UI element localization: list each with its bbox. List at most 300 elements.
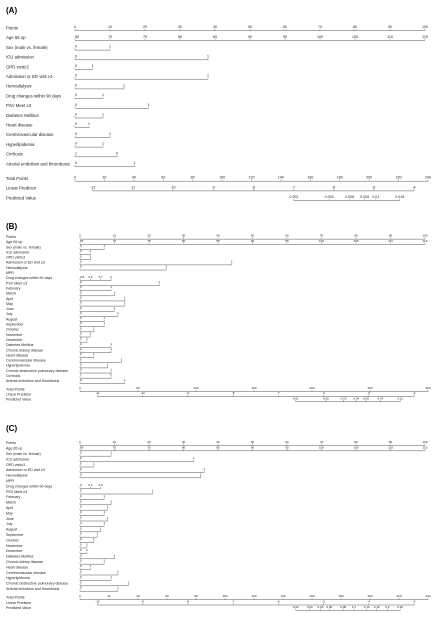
predictor-hyperlipidemia-tick-label: 0 (80, 574, 82, 579)
predictor-hyperlipidemia-tick-label: 0 (75, 141, 77, 146)
points-scale-tick-label: 50 (248, 25, 252, 30)
linear-predictor-scale-tick-label: -10 (95, 599, 100, 604)
predictor-july-label: July (6, 312, 13, 317)
predictor-age-65-up-tick-label: 85 (216, 238, 220, 243)
predictor-icu-admission-tick-label: 0 (80, 249, 82, 254)
predictor-heart-disease-tick-label: 0 (80, 564, 82, 569)
predictor-december-tick-label: 0 (80, 547, 82, 552)
predictor-hyperlipidemia-tick-label: 1 (102, 141, 104, 146)
predictor-november-tick-label: 1 (89, 331, 92, 336)
predictor-psv-meet-3-tick-label: 0 (80, 488, 82, 493)
points-scale-tick-label: 0 (79, 439, 81, 444)
predicted-value-scale-tick-label: 0.05 (362, 396, 369, 401)
total-points-scale-tick-label: 160 (309, 594, 315, 599)
points-scale-tick-label: 10 (108, 25, 112, 30)
predictor-may-tick-label: 0 (80, 300, 82, 305)
predictor-drug-changes-within-90-days-label: Drug changes within 90 days (6, 276, 53, 281)
linear-predictor-scale-tick-label: -11 (130, 185, 136, 190)
points-scale-tick-label: 90 (388, 233, 393, 238)
total-points-scale-tick-label: 120 (251, 594, 257, 599)
predictor-march-label: March (6, 291, 16, 296)
predictor-drug-changes-within-90-days-tick-label: 0.5 (88, 274, 93, 279)
predictor-age-65-up-tick-label: 70 (108, 34, 112, 39)
predictor-age-65-up-tick-label: 65 (80, 445, 84, 450)
predicted-value-scale-tick-label: 0.13 (363, 604, 370, 609)
predictor-august-tick-label: 0 (80, 316, 82, 321)
predictor-heart-disease-tick-label: 1 (89, 564, 92, 569)
predicted-value-scale-tick-label: 0.06 (326, 604, 333, 609)
total-points-scale-tick-label: 240 (425, 594, 431, 599)
predictor-arterial-embolism-and-thrombosis-tick-label: 1 (117, 585, 119, 590)
total-points-scale-tick-label: 40 (131, 175, 136, 180)
predictor-october-tick-label: 0 (80, 537, 82, 542)
predictor-september-label: September (6, 533, 24, 537)
predictor-july-tick-label: 0 (80, 310, 82, 315)
predictor-age-65-up-tick-label: 115 (422, 34, 428, 39)
predictor-drug-changes-within-90-days-tick-label: 0 (80, 483, 82, 488)
predictor-chronic-kidney-disease-tick-label: 1 (110, 346, 112, 351)
predicted-value-scale-tick-label: 0.008 (359, 195, 369, 200)
predictor-march-tick-label: 0 (80, 499, 82, 504)
total-points-scale-tick-label: 50 (136, 386, 140, 390)
predicted-value-scale-label: Predicted Value (6, 606, 32, 611)
predicted-value-scale-tick-label: 0.07 (377, 396, 384, 401)
linear-predictor-scale-tick-label: -9 (211, 185, 215, 190)
points-scale-label: Points (6, 441, 16, 446)
predictor-november-tick-label: 0 (80, 331, 82, 336)
points-scale-label: Points (6, 25, 18, 31)
predictor-february-tick-label: 1 (110, 285, 112, 290)
predictor-age-65-up-tick-label: 75 (143, 34, 147, 39)
predictor-opd-visit-3-label: OPD visit≥3 (6, 64, 29, 70)
linear-predictor-scale-tick-label: -4 (412, 391, 416, 396)
points-scale-tick-label: 100 (422, 439, 428, 444)
points-scale-tick-label: 30 (181, 439, 186, 444)
predictor-june-tick-label: 0 (80, 515, 82, 520)
predictor-cerebrovascular-disease-tick-label: 0 (75, 131, 77, 136)
predictor-heart-disease-tick-label: 0 (80, 352, 82, 357)
total-points-scale-tick-label: 100 (193, 386, 199, 390)
predictor-hemodialysis-label: Hemodialysis (6, 83, 32, 89)
predictor-admission-or-ed-visit-3-label: Admission or ED visit ≥3 (6, 260, 45, 265)
predictor-hemodialysis-tick-label: 0 (80, 472, 82, 477)
points-scale-tick-label: 80 (354, 233, 358, 238)
predictor-admission-or-ed-visit-3-label: Admission or ED visit ≥3 (6, 74, 53, 79)
predicted-value-scale-tick-label: 0.002 (289, 195, 299, 200)
total-points-scale-tick-label: 0 (79, 386, 81, 390)
points-scale-tick-label: 90 (388, 439, 393, 444)
predictor-arterial-embolism-and-thrombosis-tick-label: 0 (75, 161, 77, 165)
predictor-chronic-kidney-disease-tick-label: 0 (80, 558, 82, 563)
predictor-psv-meet-3-tick-label: 1 (151, 488, 154, 493)
predictor-cirrhosis-label: Cirrhosis (6, 151, 23, 157)
predictor-march-tick-label: 1 (113, 290, 116, 295)
panel-label-a: (A) (6, 6, 18, 15)
total-points-scale-tick-label: 100 (222, 594, 228, 599)
predictor-age-65-up-tick-label: 65 (75, 34, 79, 39)
linear-predictor-scale-tick-label: -6 (331, 185, 336, 190)
predictor-drug-changes-within-90-days-label: Drug changes within 90 days (6, 93, 62, 99)
points-scale-tick-label: 30 (178, 25, 182, 30)
points-scale-tick-label: 40 (216, 233, 220, 238)
predictor-diabetes-mellitus-tick-label: 0 (80, 341, 82, 346)
predicted-value-scale-tick-label: 0.016 (395, 195, 405, 200)
predictor-age-65-up-tick-label: 115 (422, 238, 428, 243)
points-scale-tick-label: 100 (422, 233, 428, 238)
predictor-psv-meet-3-tick-label: 0 (80, 280, 82, 284)
predictor-october-tick-label: 1 (92, 537, 95, 542)
linear-predictor-scale-tick-label: -8 (186, 599, 190, 604)
total-points-scale-tick-label: 60 (165, 594, 169, 599)
points-scale-tick-label: 90 (388, 25, 392, 30)
predictor-september-tick-label: 0 (80, 531, 82, 536)
points-scale-label: Points (6, 234, 16, 239)
predictor-heart-disease-label: Heart disease (6, 122, 33, 128)
total-points-scale-tick-label: 180 (336, 175, 343, 180)
predictor-february-label: February (6, 286, 21, 291)
predictor-sex-male-vs-female-label: Sex (male vs. female) (6, 452, 41, 456)
points-scale-tick-label: 60 (283, 25, 287, 30)
points-scale-tick-label: 70 (318, 25, 322, 30)
linear-predictor-scale-label: Linear Predictor (6, 185, 37, 191)
predictor-february-label: February (6, 495, 21, 500)
predicted-value-scale-tick-label: 0.004 (324, 195, 334, 200)
predictor-chronic-obstructive-pulmonary-disease-tick-label: 1 (110, 367, 112, 372)
predicted-value-scale-tick-label: 0.26 (397, 604, 404, 609)
predictor-age-65-up-tick-label: 95 (285, 445, 289, 450)
linear-predictor-scale-tick-label: -9 (141, 599, 144, 604)
predictor-heart-disease-label: Heart disease (6, 565, 29, 570)
predictor-icu-admission-label: ICU admission (6, 457, 30, 462)
predictor-august-tick-label: 1 (103, 316, 105, 321)
points-scale-tick-label: 60 (285, 233, 289, 238)
predictor-hyperlipidemia-tick-label: 1 (106, 362, 109, 367)
predicted-value-scale-tick-label: 0.006 (345, 195, 355, 200)
total-points-scale-tick-label: 40 (136, 594, 140, 599)
predictor-age-65-up-tick-label: 100 (318, 238, 325, 243)
predictor-icu-admission-tick-label: 1 (89, 249, 92, 254)
linear-predictor-scale-tick-label: -8 (251, 185, 255, 190)
predictor-chronic-obstructive-pulmonary-disease-label: Chronic obstructive pulmonary disease (6, 368, 68, 373)
predictor-december-tick-label: 1 (86, 336, 88, 341)
predictor-november-tick-label: 1 (86, 542, 88, 547)
predictor-sex-male-vs-female-tick-label: 1 (103, 243, 105, 248)
total-points-scale-tick-label: 240 (425, 175, 431, 180)
predictor-september-tick-label: 1 (103, 321, 105, 326)
predicted-value-scale-tick-label: 0.08 (340, 604, 347, 609)
points-scale-tick-label: 0 (74, 25, 76, 30)
predictor-hyperlipidemia-label: Hyperlipidemia (6, 363, 30, 368)
predictor-age-65-up-label: Age 65 up (6, 446, 23, 451)
predictor-age-65-up-tick-label: 65 (80, 238, 84, 243)
linear-predictor-scale-tick-label: -4 (367, 599, 371, 604)
predictor-may-label: May (6, 301, 13, 306)
predicted-value-scale-tick-label: 0.16 (373, 604, 380, 609)
predicted-value-scale-label: Predicted Value (6, 397, 32, 402)
total-points-scale-tick-label: 20 (107, 594, 111, 599)
predictor-chronic-obstructive-pulmonary-disease-tick-label: 0 (80, 367, 82, 372)
points-scale-tick-label: 20 (147, 233, 151, 238)
predictor-opd-visit-3-label: OPD visit≥3 (6, 462, 25, 467)
predictor-october-label: October (6, 538, 19, 543)
linear-predictor-scale-tick-label: -7 (231, 599, 235, 604)
linear-predictor-scale-tick-label: -8 (231, 391, 235, 396)
predictor-march-tick-label: 1 (110, 499, 112, 504)
predictor-drug-changes-within-90-days-tick-label: 0.7 (98, 274, 103, 279)
predictor-age-65-up-label: Age 65 up (6, 240, 23, 245)
predictor-august-label: August (6, 317, 18, 322)
points-scale-tick-label: 30 (181, 233, 186, 238)
predictor-hyperlipidemia-tick-label: 1 (110, 574, 112, 579)
predictor-cerebrovascular-disease-tick-label: 1 (109, 131, 111, 136)
linear-predictor-scale-tick-label: -9 (186, 391, 190, 396)
predicted-value-scale-tick-label: 0.02 (323, 396, 329, 401)
predictor-september-tick-label: 0 (80, 321, 82, 326)
predictor-age-65-up-tick-label: 100 (318, 445, 325, 450)
predictor-cerebrovascular-disease-tick-label: 1 (117, 569, 119, 574)
predictor-hemodialysis-tick-label: 0 (80, 264, 82, 269)
predictor-cerebrovascular-disease-tick-label: 0 (80, 569, 82, 574)
predictor-diabetes-mellitus-label: Diabetes Mellitus (6, 554, 34, 559)
predictor-icu-admission-tick-label: 0 (75, 54, 77, 59)
predictor-age-65-up-tick-label: 80 (181, 445, 186, 450)
predictor-march-tick-label: 0 (80, 290, 82, 295)
predictor-age-65-up-tick-label: 75 (147, 238, 151, 243)
predictor-august-label: August (6, 527, 18, 532)
predictor-arterial-embolism-and-thrombosis-label: Arterial embolism and thrombosis (6, 161, 70, 167)
points-scale-tick-label: 10 (112, 233, 117, 238)
predictor-drug-changes-within-90-days-tick-label: 0.3 (88, 483, 93, 488)
linear-predictor-scale-tick-label: -7 (277, 391, 280, 396)
predictor-june-tick-label: 1 (106, 515, 109, 520)
total-points-scale-label: Total Points (6, 595, 25, 600)
predicted-value-scale-tick-label: 0.03 (292, 604, 299, 609)
total-points-scale-tick-label: 200 (367, 594, 373, 599)
predictor-december-tick-label: 1 (86, 547, 88, 552)
predictor-december-tick-label: 0 (80, 336, 82, 341)
points-scale-tick-label: 80 (354, 439, 358, 444)
predictor-hyperlipidemia-label: Hyperlipidemia (6, 141, 35, 147)
predictor-age-65-up-tick-label: 90 (250, 238, 255, 243)
predictor-november-tick-label: 0 (80, 542, 82, 547)
points-scale-tick-label: 40 (216, 439, 220, 444)
predictor-cerebrovascular-disease-label: Cerebrovascular disease (6, 358, 46, 363)
predictor-february-tick-label: 0 (80, 285, 82, 290)
predictor-icu-admission-tick-label: 1 (193, 456, 195, 461)
nomogram-c (0, 432, 440, 632)
predictor-age-65-up-tick-label: 110 (388, 238, 393, 243)
predictor-opd-visit-3-label: OPD visit≥3 (6, 255, 25, 260)
predictor-chronic-kidney-disease-label: Chronic kidney disease (6, 348, 44, 353)
predictor-psv-meet-3-tick-label: 1 (158, 280, 161, 284)
predictor-cerebrovascular-disease-label: Cerebrovascular disease (6, 570, 46, 575)
linear-predictor-scale-label: Linear Predictor (6, 600, 32, 605)
predictor-july-tick-label: 0 (80, 520, 82, 525)
predictor-diabetes-mellitus-tick-label: 0 (75, 112, 77, 117)
linear-predictor-scale-label: Linear Predictor (6, 392, 32, 397)
predictor-april-label: April (6, 296, 14, 301)
total-points-scale-tick-label: 140 (280, 594, 286, 599)
predictor-sex-male-vs-female-tick-label: 1 (109, 44, 111, 49)
linear-predictor-scale-tick-label: -5 (372, 185, 376, 190)
total-points-scale-tick-label: 200 (366, 175, 373, 180)
predictor-arterial-embolism-and-thrombosis-tick-label: 1 (124, 377, 126, 382)
total-points-scale-tick-label: 300 (425, 386, 431, 390)
predictor-june-tick-label: 1 (113, 305, 116, 310)
predictor-may-label: May (6, 511, 13, 516)
predictor-admission-or-ed-visit-3-tick-label: 0 (75, 73, 77, 78)
predictor-august-tick-label: 1 (99, 526, 102, 531)
predicted-value-scale-tick-label: 0.01 (372, 195, 380, 200)
points-scale-tick-label: 100 (422, 25, 428, 30)
predictor-june-tick-label: 0 (80, 305, 82, 310)
points-scale-tick-label: 20 (147, 439, 151, 444)
predictor-july-tick-label: 1 (117, 310, 119, 315)
predictor-drug-changes-within-90-days-tick-label: 0 (75, 93, 77, 98)
points-scale-tick-label: 80 (353, 25, 357, 30)
predictor-age-65-up-tick-label: 110 (388, 445, 393, 450)
points-scale-tick-label: 60 (285, 439, 289, 444)
points-scale-tick-label: 50 (250, 439, 255, 444)
predictor-drug-changes-within-90-days-label: Drug changes within 90 days (6, 484, 53, 489)
predictor-opd-visit-3-tick-label: 0 (80, 254, 82, 259)
predictor-drug-changes-within-90-days-tick-label: 0.8 (80, 274, 85, 279)
total-points-scale-tick-label: 140 (277, 175, 284, 180)
predictor-opd-visit-3-tick-label: 0 (80, 461, 82, 466)
predictor-opd-visit-3-tick-label: 1 (92, 461, 95, 466)
predictor-diabetes-mellitus-label: Diabetes Mellitus (6, 343, 34, 348)
points-scale-tick-label: 10 (112, 439, 117, 444)
linear-predictor-scale-tick-label: -3 (412, 599, 416, 604)
predictor-drug-changes-within-90-days-tick-label: 1 (102, 93, 104, 98)
predictor-heart-disease-tick-label: 0 (75, 122, 77, 127)
predictor-drug-changes-within-90-days-tick-label: 0 (110, 274, 112, 279)
total-points-scale-tick-label: 0 (79, 594, 81, 599)
predictor-age-65-up-tick-label: 75 (147, 445, 151, 450)
predictor-april-label: April (6, 506, 14, 510)
predictor-age-65-up-tick-label: 95 (283, 34, 287, 39)
predictor-april-tick-label: 0 (80, 504, 82, 509)
linear-predictor-scale-tick-label: -5 (322, 599, 325, 604)
predictor-heart-disease-tick-label: 1 (88, 122, 90, 127)
predictor-heart-disease-label: Heart disease (6, 353, 29, 358)
predictor-heart-disease-tick-label: 1 (92, 352, 95, 357)
linear-predictor-scale-tick-label: -6 (277, 599, 280, 604)
predicted-value-scale-label: Predicted Value (6, 195, 37, 201)
predictor-admission-or-ed-visit-3-tick-label: 1 (207, 73, 209, 78)
total-points-scale-tick-label: 180 (338, 594, 344, 599)
predictor-sex-male-vs-female-tick-label: 0 (80, 243, 82, 248)
predictor-sex-male-vs-female-tick-label: 1 (110, 450, 112, 455)
predicted-value-scale-tick-label: 0.04 (353, 396, 360, 401)
predictor-cirrhosis-tick-label: 0 (116, 151, 118, 156)
predictor-age-65-up-tick-label: 95 (285, 238, 289, 243)
predictor-september-label: September (6, 322, 24, 327)
predictor-age-65-up-tick-label: 90 (250, 445, 255, 450)
predictor-admission-or-ed-visit-3-label: Admission or ED visit ≥3 (6, 468, 45, 473)
predictor-admission-or-ed-visit-3-tick-label: 0 (80, 466, 82, 471)
predictor-june-label: June (6, 516, 14, 521)
predictor-age-65-up-tick-label: 90 (248, 34, 252, 39)
predictor-psv-meet-3-label: PSV Meet ≥3 (6, 281, 28, 286)
predictor-diabetes-mellitus-tick-label: 1 (102, 112, 104, 117)
predictor-april-tick-label: 1 (124, 295, 126, 300)
predictor-hemodialysis-label: Hemodialysis (6, 265, 28, 270)
predictor-hyperlipidemia-tick-label: 0 (80, 362, 82, 367)
predictor-chronic-obstructive-pulmonary-disease-tick-label: 0 (80, 580, 82, 585)
predictor-may-tick-label: 0 (80, 510, 82, 515)
predictor-december-label: December (6, 549, 23, 554)
predictor-hemodialysis-tick-label: 1 (199, 472, 202, 477)
predictor-cirrhosis-tick-label: 1 (75, 151, 77, 156)
nomogram-a (0, 12, 440, 217)
predictor-psv-meet-3-tick-label: 0 (75, 102, 77, 107)
predictor-june-label: June (6, 307, 14, 312)
predictor-arterial-embolism-and-thrombosis-label: Arterial embolism and thrombosis (6, 379, 60, 384)
linear-predictor-scale-tick-label: -7 (291, 185, 296, 190)
predictor-november-label: November (6, 543, 23, 548)
predictor-drug-changes-within-90-days-tick-label: 0.6 (98, 483, 103, 488)
predictor-psv-meet-3-label: PSV Meet ≥3 (6, 489, 28, 494)
predictor-sex-male-vs-female-label: Sex (male vs. female) (6, 44, 48, 50)
predictor-hemodialysis-label: Hemodialysis (6, 473, 28, 478)
predictor-december-label: December (6, 337, 23, 342)
predictor-icu-admission-label: ICU admission (6, 250, 30, 255)
predictor-age-65-up-tick-label: 70 (112, 238, 117, 243)
predictor-icu-admission-label: ICU admission (6, 54, 34, 60)
predictor-november-label: November (6, 332, 23, 337)
predicted-value-scale-tick-label: 0.04 (306, 604, 313, 609)
panel-label-c: (C) (6, 424, 18, 433)
predictor-opd-visit-3-tick-label: 1 (89, 254, 92, 259)
predictor-sex-male-vs-female-tick-label: 0 (75, 44, 77, 49)
predictor-diabetes-mellitus-tick-label: 1 (110, 341, 112, 346)
predictor-diabetes-mellitus-label: Diabetes Mellitus (6, 112, 39, 118)
predictor-october-tick-label: 1 (92, 326, 95, 331)
predictor-february-tick-label: 1 (103, 493, 105, 498)
total-points-scale-tick-label: 200 (309, 386, 315, 390)
predictor-psv-meet-3-tick-label: 1 (147, 102, 150, 107)
predictor-cirrhosis-tick-label: 1 (80, 372, 82, 377)
linear-predictor-scale-tick-label: -4 (412, 185, 416, 190)
predictor-age-65-up-tick-label: 85 (216, 445, 220, 450)
points-scale-tick-label: 20 (143, 25, 147, 30)
panel-label-b: (B) (6, 222, 18, 231)
predictor-cerebrovascular-disease-tick-label: 0 (80, 357, 82, 362)
predictor-october-tick-label: 0 (80, 326, 82, 331)
predictor-sex-male-vs-female-tick-label: 0 (80, 450, 82, 455)
predictor-age-65-up-label: Age 65 up (6, 35, 26, 41)
points-scale-tick-label: 40 (213, 25, 217, 30)
predictor-may-tick-label: 1 (103, 510, 105, 515)
predictor-age-65-up-tick-label: 105 (353, 445, 359, 450)
total-points-scale-tick-label: 80 (194, 594, 198, 599)
predictor-age-65-up-tick-label: 85 (213, 34, 217, 39)
predictor-arterial-embolism-and-thrombosis-label: Arterial embolism and thrombosis (6, 587, 60, 591)
predictor-chronic-obstructive-pulmonary-disease-label: Chronic obstructive pulmonary disease (6, 581, 68, 586)
total-points-scale-tick-label: 100 (219, 175, 226, 180)
predictor-psv-meet-3-label: PSV Meet ≥3 (6, 103, 32, 109)
total-points-scale-tick-label: 120 (248, 175, 255, 180)
predictor-september-tick-label: 1 (96, 531, 99, 536)
predictor-admission-or-ed-visit-3-tick-label: 0 (80, 259, 82, 264)
predicted-value-scale-tick-label: 0.05 (317, 604, 324, 609)
predictor-july-tick-label: 1 (103, 520, 105, 525)
predictor-cerebrovascular-disease-label: Cerebrovascular disease (6, 132, 54, 138)
total-points-scale-tick-label: 0 (74, 175, 76, 180)
predictor-chronic-obstructive-pulmonary-disease-tick-label: 1 (127, 580, 130, 585)
predictor-cirrhosis-tick-label: 0 (110, 372, 112, 377)
